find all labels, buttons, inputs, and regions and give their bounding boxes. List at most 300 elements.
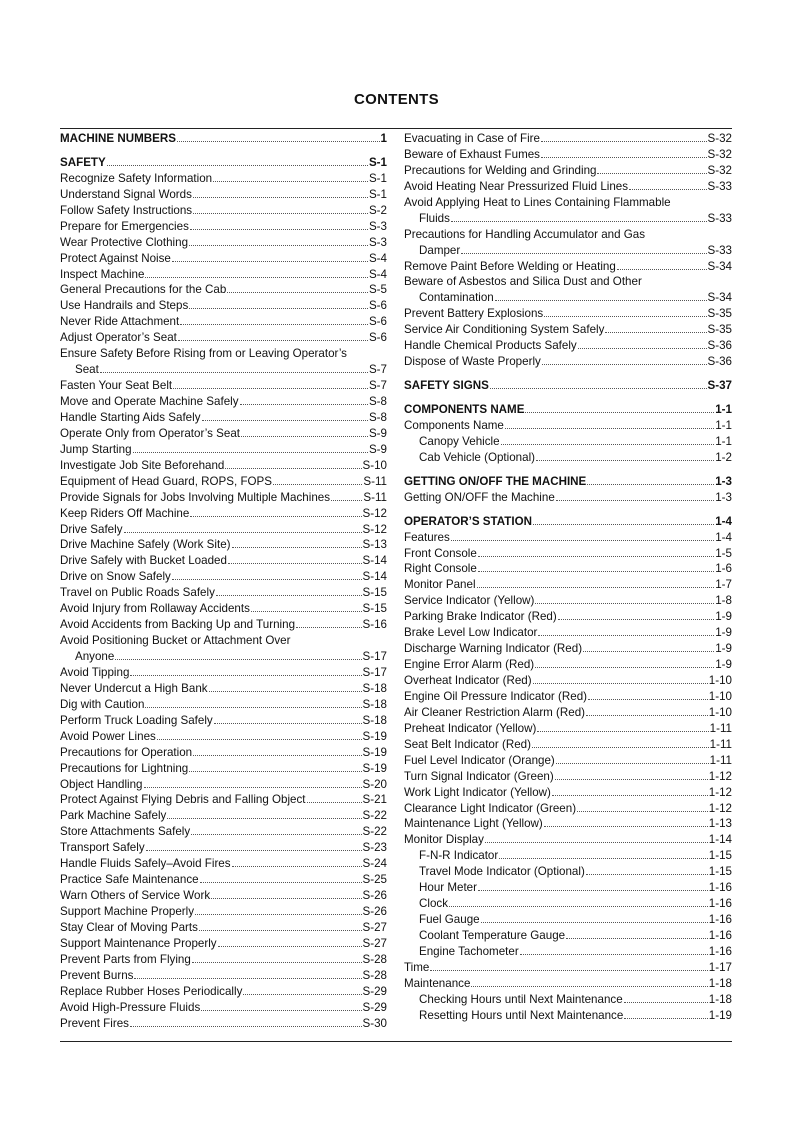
toc-entry[interactable] bbox=[60, 410, 387, 426]
toc-entry-label: Investigate Job Site Beforehand bbox=[60, 458, 225, 472]
toc-entry[interactable] bbox=[60, 569, 387, 585]
dot-leader bbox=[478, 556, 714, 557]
toc-entry-label: Engine Oil Pressure Indicator (Red) bbox=[404, 689, 588, 703]
toc-entry[interactable] bbox=[404, 490, 732, 506]
dot-leader bbox=[520, 954, 708, 955]
dot-leader bbox=[130, 675, 361, 676]
toc-entry[interactable] bbox=[404, 530, 732, 546]
toc-entry-label: Monitor Display bbox=[404, 833, 484, 847]
toc-entry[interactable] bbox=[60, 474, 387, 490]
toc-entry-label: Prevent Parts from Flying bbox=[60, 952, 191, 966]
section-gap bbox=[404, 466, 732, 474]
dot-leader bbox=[485, 842, 708, 843]
dot-leader bbox=[331, 500, 362, 501]
dot-leader bbox=[490, 388, 707, 389]
dot-leader bbox=[214, 723, 362, 724]
toc-right-column bbox=[404, 131, 732, 1024]
dot-leader bbox=[449, 906, 708, 907]
toc-entry-label: Fasten Your Seat Belt bbox=[60, 379, 173, 393]
toc-entry[interactable] bbox=[404, 290, 732, 306]
toc-entry-label: Drive Machine Safely (Work Site) bbox=[60, 538, 231, 552]
toc-page-number: 1-9 bbox=[715, 658, 732, 672]
toc-section-heading[interactable] bbox=[60, 155, 387, 171]
toc-entry-label: Avoid Power Lines bbox=[60, 729, 156, 743]
dot-leader bbox=[499, 858, 708, 859]
toc-entry[interactable] bbox=[60, 824, 387, 840]
toc-entry-first-line: Beware of Asbestos and Silica Dust and Other bbox=[404, 275, 642, 289]
toc-entry-label: Wear Protective Clothing bbox=[60, 235, 189, 249]
toc-entry[interactable] bbox=[404, 546, 732, 562]
toc-entry[interactable] bbox=[60, 219, 387, 235]
toc-entry[interactable] bbox=[60, 920, 387, 936]
toc-page-number: S-19 bbox=[362, 761, 387, 775]
toc-page-number: S-9 bbox=[368, 442, 387, 456]
toc-page-number: S-19 bbox=[362, 745, 387, 759]
toc-page-number: S-26 bbox=[362, 889, 387, 903]
dot-leader bbox=[200, 882, 362, 883]
toc-entry[interactable] bbox=[60, 171, 387, 187]
dot-leader bbox=[190, 229, 368, 230]
toc-page-number: 1-15 bbox=[708, 865, 732, 879]
toc-entry-label: Remove Paint Before Welding or Heating bbox=[404, 259, 616, 273]
dot-leader bbox=[430, 970, 707, 971]
toc-entry[interactable] bbox=[60, 458, 387, 474]
dot-leader bbox=[193, 197, 368, 198]
toc-entry-label: Prepare for Emergencies bbox=[60, 219, 189, 233]
dot-leader bbox=[177, 141, 380, 142]
toc-entry-label: Travel on Public Roads Safely bbox=[60, 586, 215, 600]
toc-section-heading[interactable] bbox=[60, 131, 387, 147]
toc-entry[interactable] bbox=[404, 625, 732, 641]
toc-entry[interactable] bbox=[404, 721, 732, 737]
toc-entry[interactable] bbox=[60, 537, 387, 553]
dot-leader bbox=[532, 747, 709, 748]
toc-entry[interactable] bbox=[404, 689, 732, 705]
toc-entry-label: Fluids bbox=[419, 211, 450, 225]
dot-leader bbox=[505, 428, 714, 429]
dot-leader bbox=[130, 1026, 362, 1027]
toc-entry[interactable] bbox=[60, 777, 387, 793]
toc-entry-label: Move and Operate Machine Safely bbox=[60, 395, 239, 408]
toc-page-number: 1-16 bbox=[708, 881, 732, 895]
dot-leader bbox=[624, 1002, 708, 1003]
toc-page-number: S-20 bbox=[362, 777, 387, 791]
toc-entry-label: Avoid High-Pressure Fluids bbox=[60, 1000, 201, 1014]
dot-leader bbox=[555, 779, 708, 780]
toc-page-number: S-10 bbox=[362, 458, 387, 472]
toc-entry-label: Clock bbox=[419, 897, 448, 911]
toc-entry-label: Drive Safely with Bucket Loaded bbox=[60, 554, 227, 568]
toc-entry[interactable] bbox=[404, 864, 732, 880]
toc-page-number: S-28 bbox=[362, 968, 387, 982]
toc-page-number: S-6 bbox=[368, 331, 387, 345]
toc-page-number: S-26 bbox=[362, 905, 387, 918]
toc-entry[interactable] bbox=[60, 840, 387, 856]
dot-leader bbox=[533, 683, 708, 684]
dot-leader bbox=[587, 484, 714, 485]
toc-page-number: 1-12 bbox=[708, 785, 732, 799]
toc-entry[interactable] bbox=[60, 490, 387, 506]
toc-page-number: 1-11 bbox=[709, 721, 732, 735]
toc-left-column bbox=[60, 131, 387, 1032]
bottom-rule bbox=[60, 1041, 732, 1042]
toc-entry[interactable] bbox=[60, 856, 387, 872]
toc-entry[interactable] bbox=[404, 832, 732, 848]
toc-entry[interactable] bbox=[60, 362, 387, 378]
toc-entry[interactable] bbox=[404, 561, 732, 577]
toc-section-heading[interactable] bbox=[404, 514, 732, 530]
toc-entry[interactable] bbox=[404, 434, 732, 450]
toc-entry-label: Precautions for Welding and Grinding bbox=[404, 163, 597, 177]
section-gap bbox=[404, 394, 732, 402]
dot-leader bbox=[537, 731, 708, 732]
toc-entry[interactable] bbox=[60, 426, 387, 442]
toc-entry[interactable] bbox=[404, 960, 732, 976]
toc-entry-label: Features bbox=[404, 530, 450, 544]
toc-page-number: 1-6 bbox=[715, 562, 732, 576]
toc-entry[interactable] bbox=[60, 904, 387, 920]
toc-entry[interactable] bbox=[404, 896, 732, 912]
toc-page-number: S-33 bbox=[707, 243, 732, 257]
toc-entry[interactable] bbox=[60, 984, 387, 1000]
toc-page-number: S-29 bbox=[362, 984, 387, 998]
dot-leader bbox=[180, 324, 368, 325]
toc-entry[interactable] bbox=[404, 769, 732, 785]
toc-entry-label: Prevent Battery Explosions bbox=[404, 307, 544, 321]
toc-entry-label: Coolant Temperature Gauge bbox=[419, 929, 566, 942]
toc-page-number: S-19 bbox=[362, 729, 387, 743]
toc-entry[interactable] bbox=[60, 394, 387, 410]
toc-entry-label: Drive Safely bbox=[60, 522, 123, 536]
toc-entry[interactable] bbox=[404, 147, 732, 163]
toc-entry-label: Monitor Panel bbox=[404, 578, 476, 592]
toc-entry[interactable] bbox=[404, 912, 732, 928]
toc-entry[interactable] bbox=[60, 267, 387, 283]
toc-entry-label: Avoid Tipping bbox=[60, 665, 130, 679]
toc-page-number: 1-11 bbox=[709, 753, 732, 767]
toc-entry-label: Avoid Accidents from Backing Up and Turning bbox=[60, 618, 296, 632]
toc-entry[interactable] bbox=[404, 306, 732, 322]
toc-page-number: S-25 bbox=[362, 873, 387, 887]
toc-entry-label: Transport Safely bbox=[60, 841, 145, 855]
toc-entry-label: GETTING ON/OFF THE MACHINE bbox=[404, 474, 587, 488]
toc-entry[interactable] bbox=[60, 649, 387, 665]
toc-page-number: S-32 bbox=[707, 132, 732, 145]
toc-entry[interactable] bbox=[404, 880, 732, 896]
toc-entry[interactable] bbox=[404, 322, 732, 338]
toc-entry[interactable] bbox=[404, 593, 732, 609]
dot-leader bbox=[481, 922, 708, 923]
toc-entry[interactable] bbox=[60, 968, 387, 984]
section-gap bbox=[404, 370, 732, 378]
toc-entry[interactable] bbox=[404, 705, 732, 721]
toc-entry[interactable] bbox=[404, 609, 732, 625]
toc-entry-label: Getting ON/OFF the Machine bbox=[404, 490, 555, 504]
toc-entry-label: Canopy Vehicle bbox=[419, 434, 500, 448]
toc-entry[interactable] bbox=[404, 737, 732, 753]
dot-leader bbox=[192, 962, 362, 963]
toc-entry[interactable] bbox=[404, 179, 732, 195]
toc-page-number: 1-3 bbox=[715, 474, 732, 488]
toc-entry[interactable] bbox=[60, 187, 387, 203]
toc-entry[interactable] bbox=[60, 330, 387, 346]
toc-page-number: S-18 bbox=[362, 681, 387, 695]
toc-entry[interactable] bbox=[60, 745, 387, 761]
toc-entry-label: Adjust Operator’s Seat bbox=[60, 331, 177, 345]
toc-entry-label: Perform Truck Loading Safely bbox=[60, 713, 213, 727]
toc-entry[interactable] bbox=[60, 888, 387, 904]
toc-entry[interactable] bbox=[60, 665, 387, 681]
toc-entry[interactable] bbox=[404, 259, 732, 275]
toc-entry[interactable] bbox=[404, 418, 732, 434]
dot-leader bbox=[588, 699, 708, 700]
toc-entry[interactable] bbox=[60, 314, 387, 330]
toc-entry-label: Clearance Light Indicator (Green) bbox=[404, 801, 577, 815]
dot-leader bbox=[558, 619, 715, 620]
toc-entry[interactable] bbox=[60, 553, 387, 569]
toc-page-number: S-23 bbox=[362, 841, 387, 855]
dot-leader bbox=[307, 802, 362, 803]
dot-leader bbox=[577, 811, 708, 812]
toc-entry[interactable] bbox=[404, 641, 732, 657]
toc-entry-first-line: Precautions for Handling Accumulator and Gas bbox=[404, 227, 646, 241]
toc-entry-label: Provide Signals for Jobs Involving Multiple Machines bbox=[60, 490, 331, 504]
toc-entry[interactable] bbox=[60, 617, 387, 633]
toc-entry[interactable] bbox=[60, 1016, 387, 1032]
toc-page-number: 1-10 bbox=[708, 674, 732, 687]
toc-entry[interactable] bbox=[60, 282, 387, 298]
toc-page-number: 1-17 bbox=[708, 960, 732, 974]
toc-entry[interactable] bbox=[60, 713, 387, 729]
dot-leader bbox=[243, 994, 361, 995]
toc-entry[interactable] bbox=[60, 697, 387, 713]
toc-entry[interactable] bbox=[404, 354, 732, 370]
dot-leader bbox=[477, 587, 715, 588]
toc-page-number: 1-5 bbox=[715, 546, 732, 560]
toc-page-number: 1-10 bbox=[708, 705, 732, 719]
dot-leader bbox=[273, 484, 362, 485]
toc-page-number: S-27 bbox=[362, 920, 387, 934]
dot-leader bbox=[586, 715, 708, 716]
toc-page-number: S-33 bbox=[707, 211, 732, 225]
dot-leader bbox=[495, 300, 707, 301]
dot-leader bbox=[201, 1010, 361, 1011]
toc-entry-label: Evacuating in Case of Fire bbox=[404, 132, 540, 145]
toc-entry[interactable] bbox=[60, 235, 387, 251]
toc-entry[interactable] bbox=[60, 298, 387, 314]
dot-leader bbox=[191, 834, 361, 835]
toc-entry-label: Handle Chemical Products Safely bbox=[404, 339, 577, 353]
toc-entry[interactable] bbox=[404, 338, 732, 354]
toc-page-number: S-11 bbox=[363, 490, 387, 504]
toc-entry-label: Parking Brake Indicator (Red) bbox=[404, 610, 557, 624]
toc-entry-label: Support Maintenance Properly bbox=[60, 936, 217, 950]
toc-page-number: S-34 bbox=[707, 259, 732, 273]
toc-entry-label: OPERATOR’S STATION bbox=[404, 514, 532, 528]
dot-leader bbox=[213, 181, 368, 182]
dot-leader bbox=[173, 388, 368, 389]
toc-page-number: S-28 bbox=[362, 952, 387, 966]
dot-leader bbox=[209, 691, 362, 692]
toc-entry-label: Fuel Gauge bbox=[419, 913, 480, 927]
toc-page-number: S-35 bbox=[707, 323, 732, 337]
toc-entry[interactable] bbox=[60, 792, 387, 808]
dot-leader bbox=[583, 651, 714, 652]
toc-entry-label: Dispose of Waste Properly bbox=[404, 355, 541, 369]
toc-entry-label: Hour Meter bbox=[419, 881, 477, 895]
toc-entry[interactable] bbox=[404, 1008, 732, 1024]
dot-leader bbox=[478, 571, 714, 572]
toc-entry[interactable] bbox=[60, 251, 387, 267]
dot-leader bbox=[134, 978, 361, 979]
toc-entry-label: Preheat Indicator (Yellow) bbox=[404, 721, 537, 735]
toc-section-heading[interactable] bbox=[404, 474, 732, 490]
dot-leader bbox=[541, 141, 707, 142]
toc-entry[interactable] bbox=[404, 673, 732, 689]
toc-page-number: 1-12 bbox=[708, 801, 732, 815]
toc-page-number: S-32 bbox=[707, 163, 732, 177]
toc-page-number: 1-11 bbox=[709, 737, 732, 751]
toc-page-number: 1-16 bbox=[708, 897, 732, 911]
toc-entry[interactable] bbox=[60, 872, 387, 888]
toc-entry-label: Front Console bbox=[404, 546, 477, 560]
toc-page-number: S-33 bbox=[707, 179, 732, 193]
toc-entry-label: Park Machine Safely bbox=[60, 809, 167, 823]
toc-page-number: S-22 bbox=[362, 809, 387, 823]
toc-page-number: S-6 bbox=[368, 315, 387, 329]
toc-entry[interactable] bbox=[404, 131, 732, 147]
toc-entry[interactable] bbox=[404, 577, 732, 593]
toc-entry[interactable] bbox=[60, 681, 387, 697]
toc-entry-label: Avoid Injury from Rollaway Accidents bbox=[60, 602, 250, 616]
dot-leader bbox=[538, 635, 714, 636]
toc-page-number: S-13 bbox=[362, 538, 387, 552]
toc-entry-label: Contamination bbox=[419, 291, 494, 305]
toc-entry[interactable] bbox=[404, 243, 732, 259]
toc-entry[interactable] bbox=[404, 848, 732, 864]
toc-entry-first-line: Avoid Applying Heat to Lines Containing Flammable bbox=[404, 195, 671, 209]
toc-entry-label: Operate Only from Operator’s Seat bbox=[60, 426, 240, 440]
toc-entry[interactable] bbox=[60, 729, 387, 745]
toc-entry[interactable] bbox=[404, 944, 732, 960]
toc-entry[interactable] bbox=[60, 601, 387, 617]
toc-page-number: S-8 bbox=[368, 395, 387, 408]
toc-entry[interactable] bbox=[60, 761, 387, 777]
toc-entry-label: Prevent Burns bbox=[60, 968, 134, 982]
toc-entry-label: Never Undercut a High Bank bbox=[60, 681, 208, 695]
toc-page-number: 1-9 bbox=[715, 626, 732, 640]
toc-page-number: S-32 bbox=[707, 147, 732, 161]
toc-page-number: 1-9 bbox=[715, 610, 732, 624]
toc-entry[interactable] bbox=[60, 808, 387, 824]
toc-section-heading[interactable] bbox=[404, 402, 732, 418]
dot-leader bbox=[167, 818, 361, 819]
toc-entry-label: Work Light Indicator (Yellow) bbox=[404, 785, 551, 799]
toc-entry-label: Turn Signal Indicator (Green) bbox=[404, 769, 554, 783]
toc-entry[interactable] bbox=[404, 928, 732, 944]
toc-page-number: S-12 bbox=[362, 522, 387, 536]
toc-page-number: S-3 bbox=[368, 235, 387, 249]
dot-leader bbox=[241, 436, 368, 437]
dot-leader bbox=[100, 372, 368, 373]
dot-leader bbox=[461, 253, 706, 254]
dot-leader bbox=[533, 524, 714, 525]
toc-entry-label: COMPONENTS NAME bbox=[404, 403, 525, 416]
toc-page-number: S-6 bbox=[368, 299, 387, 313]
toc-entry-label: Seat bbox=[75, 363, 99, 377]
toc-entry-label: Handle Fluids Safely–Avoid Fires bbox=[60, 857, 231, 871]
toc-entry[interactable] bbox=[404, 992, 732, 1008]
dot-leader bbox=[199, 930, 362, 931]
dot-leader bbox=[296, 627, 361, 628]
dot-leader bbox=[190, 516, 361, 517]
dot-leader bbox=[605, 332, 706, 333]
toc-page-number: S-7 bbox=[368, 379, 387, 393]
toc-entry[interactable] bbox=[404, 785, 732, 801]
toc-page-number: 1-13 bbox=[708, 817, 732, 831]
section-gap bbox=[404, 506, 732, 514]
toc-entry[interactable] bbox=[60, 952, 387, 968]
toc-entry-label: Inspect Machine bbox=[60, 267, 145, 281]
toc-entry[interactable] bbox=[404, 816, 732, 832]
toc-page-number: S-34 bbox=[707, 291, 732, 305]
toc-entry[interactable] bbox=[404, 163, 732, 179]
dot-leader bbox=[202, 420, 368, 421]
toc-entry[interactable] bbox=[60, 936, 387, 952]
toc-page-number: S-15 bbox=[362, 586, 387, 600]
toc-page-number: 1-8 bbox=[715, 594, 732, 608]
toc-entry[interactable] bbox=[60, 203, 387, 219]
toc-entry-label: Resetting Hours until Next Maintenance bbox=[419, 1008, 624, 1022]
dot-leader bbox=[124, 532, 362, 533]
dot-leader bbox=[541, 157, 707, 158]
toc-entry[interactable] bbox=[404, 450, 732, 466]
toc-entry[interactable] bbox=[404, 976, 732, 992]
toc-entry-label: Recognize Safety Information bbox=[60, 171, 213, 185]
dot-leader bbox=[146, 850, 362, 851]
toc-page-number: S-5 bbox=[368, 283, 387, 297]
dot-leader bbox=[617, 269, 707, 270]
toc-section-heading[interactable] bbox=[404, 378, 732, 394]
toc-page-number: 1-18 bbox=[708, 992, 732, 1006]
toc-entry[interactable] bbox=[60, 378, 387, 394]
toc-page-number: S-12 bbox=[362, 506, 387, 520]
toc-entry[interactable] bbox=[60, 585, 387, 601]
dot-leader bbox=[172, 579, 362, 580]
toc-entry-label: Beware of Exhaust Fumes bbox=[404, 147, 540, 161]
toc-entry-label: Never Ride Attachment bbox=[60, 315, 180, 329]
toc-entry-label: F-N-R Indicator bbox=[419, 849, 499, 863]
dot-leader bbox=[193, 755, 361, 756]
toc-entry[interactable] bbox=[404, 657, 732, 673]
toc-entry-label: Handle Starting Aids Safely bbox=[60, 410, 201, 424]
toc-page-number: S-1 bbox=[368, 187, 387, 201]
toc-page-number: 1-16 bbox=[708, 944, 732, 958]
toc-entry[interactable] bbox=[60, 522, 387, 538]
toc-entry[interactable] bbox=[60, 442, 387, 458]
toc-entry[interactable] bbox=[404, 801, 732, 817]
toc-page-number: S-15 bbox=[362, 602, 387, 616]
toc-entry-label: MACHINE NUMBERS bbox=[60, 132, 176, 145]
toc-entry-label: General Precautions for the Cab bbox=[60, 283, 227, 297]
top-rule bbox=[60, 128, 732, 129]
toc-entry[interactable] bbox=[60, 506, 387, 522]
toc-page-number: S-4 bbox=[368, 267, 387, 281]
toc-entry[interactable] bbox=[404, 753, 732, 769]
toc-entry-label: SAFETY SIGNS bbox=[404, 379, 489, 393]
toc-entry[interactable] bbox=[60, 1000, 387, 1016]
toc-entry[interactable] bbox=[404, 211, 732, 227]
